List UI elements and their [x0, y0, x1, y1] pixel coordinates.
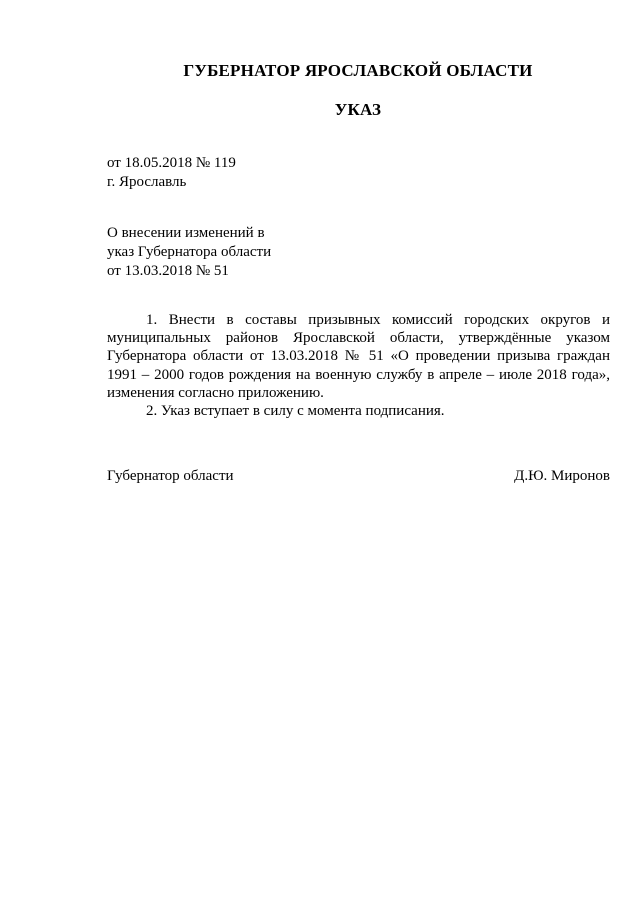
body-paragraph-1: 1. Внести в составы призывных комиссий городских округов и муниципальных районов Ярославской области, утверждённые указом Губернатора области от 13.03.2018 № 51 «О проведении призыва граждан 1991 – 2000 годов рождения на военную службу в апреле – июле 2018 года», изменения согласно приложению. — [107, 312, 610, 401]
document-date-number: от 18.05.2018 № 119 — [107, 155, 236, 171]
signatory-name: Д.Ю. Миронов — [514, 468, 610, 484]
document-city: г. Ярославль — [107, 174, 187, 190]
subject-line: от 13.03.2018 № 51 — [107, 263, 229, 279]
document-type-title: УКАЗ — [334, 100, 382, 119]
document-body — [107, 311, 610, 420]
document-subject — [107, 224, 327, 281]
body-paragraph-2: 2. Указ вступает в силу с момента подписания. — [146, 403, 445, 420]
document-authority-title: ГУБЕРНАТОР ЯРОСЛАВСКОЙ ОБЛАСТИ — [183, 61, 533, 80]
subject-line: О внесении изменений в — [107, 225, 265, 241]
signatory-position: Губернатор области — [107, 468, 234, 484]
subject-line: указ Губернатора области — [107, 244, 272, 260]
